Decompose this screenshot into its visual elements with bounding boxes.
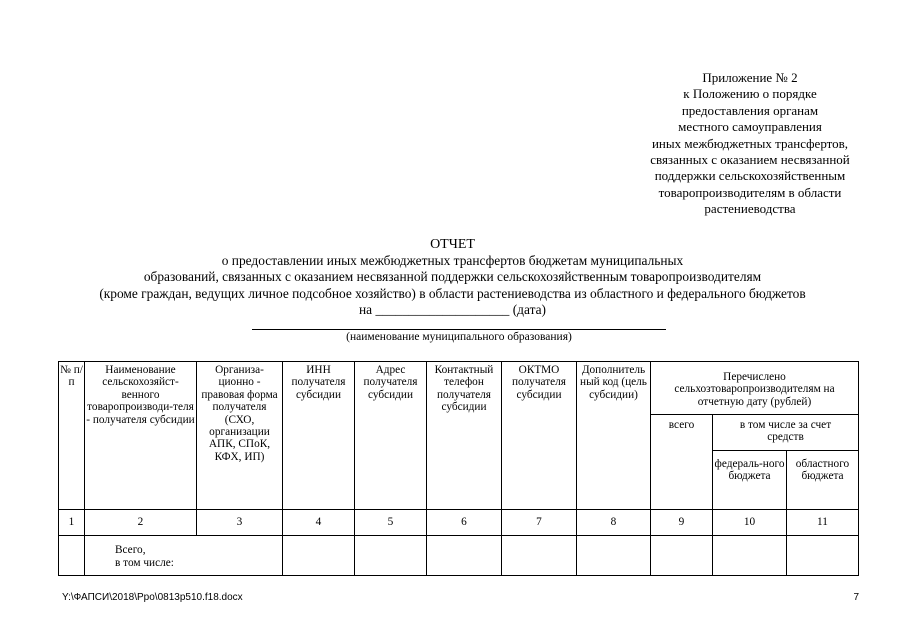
total-row-label-line: Всего,: [115, 544, 146, 557]
header-federal: федераль-ного бюджета: [713, 451, 787, 510]
column-number: 1: [59, 510, 85, 536]
page-number: 7: [853, 592, 859, 603]
header-transferred: Перечислено сельхозтоваропроизводителям на отчетную дату (рублей): [651, 362, 859, 415]
table-cell[interactable]: [502, 536, 577, 576]
table-cell[interactable]: [577, 536, 651, 576]
appendix-block: [600, 70, 900, 218]
report-title: ОТЧЕТ: [430, 237, 475, 252]
report-subtitle-line: образований, связанных с оказанием несвязанной поддержки сельскохозяйственным товаропроизводителям: [143, 269, 762, 285]
header-extra-code: Дополнитель ный код (цель субсидии): [577, 362, 651, 510]
report-table: [58, 361, 859, 576]
appendix-line: к Положению о порядке: [683, 86, 817, 102]
total-row-label: [85, 536, 283, 576]
header-total: всего: [651, 415, 713, 510]
header-oktmo: ОКТМО получателя субсидии: [502, 362, 577, 510]
file-path: Y:\ФАПСИ\2018\Ppo\0813p510.f18.docx: [62, 592, 243, 603]
column-number: 7: [502, 510, 577, 536]
column-number: 5: [355, 510, 427, 536]
report-heading: [30, 237, 875, 318]
table-cell[interactable]: [59, 536, 85, 576]
report-date-line: [30, 302, 875, 318]
column-number: 4: [283, 510, 355, 536]
header-org-form: Организа-ционно - правовая форма получателя (СХО, организации АПК, СПоК, КФХ, ИП): [197, 362, 283, 510]
table-cell[interactable]: [427, 536, 502, 576]
header-including: в том числе за счет средств: [713, 415, 859, 451]
column-number: 11: [787, 510, 859, 536]
on-label: на: [358, 301, 373, 317]
appendix-line: местного самоуправления: [678, 119, 822, 135]
page-footer: [62, 592, 859, 603]
table-row-total: [59, 536, 859, 576]
date-blank[interactable]: ____________________: [375, 301, 510, 317]
table-cell[interactable]: [355, 536, 427, 576]
report-subtitle-line: (кроме граждан, ведущих личное подсобное хозяйство) в области растениеводства из областного и федерального бюджетов: [99, 285, 806, 301]
column-number: 3: [197, 510, 283, 536]
municipality-blank-line[interactable]: [252, 329, 666, 330]
header-regional: областного бюджета: [787, 451, 859, 510]
appendix-line: предоставления органам: [681, 102, 819, 118]
appendix-line: поддержки сельскохозяйственным: [654, 168, 846, 184]
column-number: 9: [651, 510, 713, 536]
header-num: № п/п: [59, 362, 85, 510]
appendix-line: Приложение № 2: [702, 70, 798, 85]
header-name: Наименование сельскохозяйст-венного товаропроизводи-теля - получателя субсидии: [85, 362, 197, 510]
appendix-line: растениеводства: [704, 201, 796, 217]
column-number: 8: [577, 510, 651, 536]
municipality-caption: (наименование муниципального образования): [346, 331, 572, 343]
table-cell[interactable]: [787, 536, 859, 576]
column-number: 2: [85, 510, 197, 536]
table-cell[interactable]: [283, 536, 355, 576]
date-label: (дата): [512, 301, 547, 317]
header-phone: Контактный телефон получателя субсидии: [427, 362, 502, 510]
column-number: 6: [427, 510, 502, 536]
report-subtitle-line: о предоставлении иных межбюджетных трансфертов бюджетам муниципальных: [221, 253, 684, 269]
table-cell[interactable]: [713, 536, 787, 576]
appendix-line: связанных с оказанием несвязанной: [650, 152, 850, 168]
appendix-line: товаропроизводителям в области: [658, 184, 842, 200]
appendix-line: иных межбюджетных трансфертов,: [651, 135, 849, 151]
header-inn: ИНН получателя субсидии: [283, 362, 355, 510]
column-number: 10: [713, 510, 787, 536]
header-address: Адрес получателя субсидии: [355, 362, 427, 510]
table-cell[interactable]: [651, 536, 713, 576]
total-row-label-line: в том числе:: [115, 556, 174, 569]
